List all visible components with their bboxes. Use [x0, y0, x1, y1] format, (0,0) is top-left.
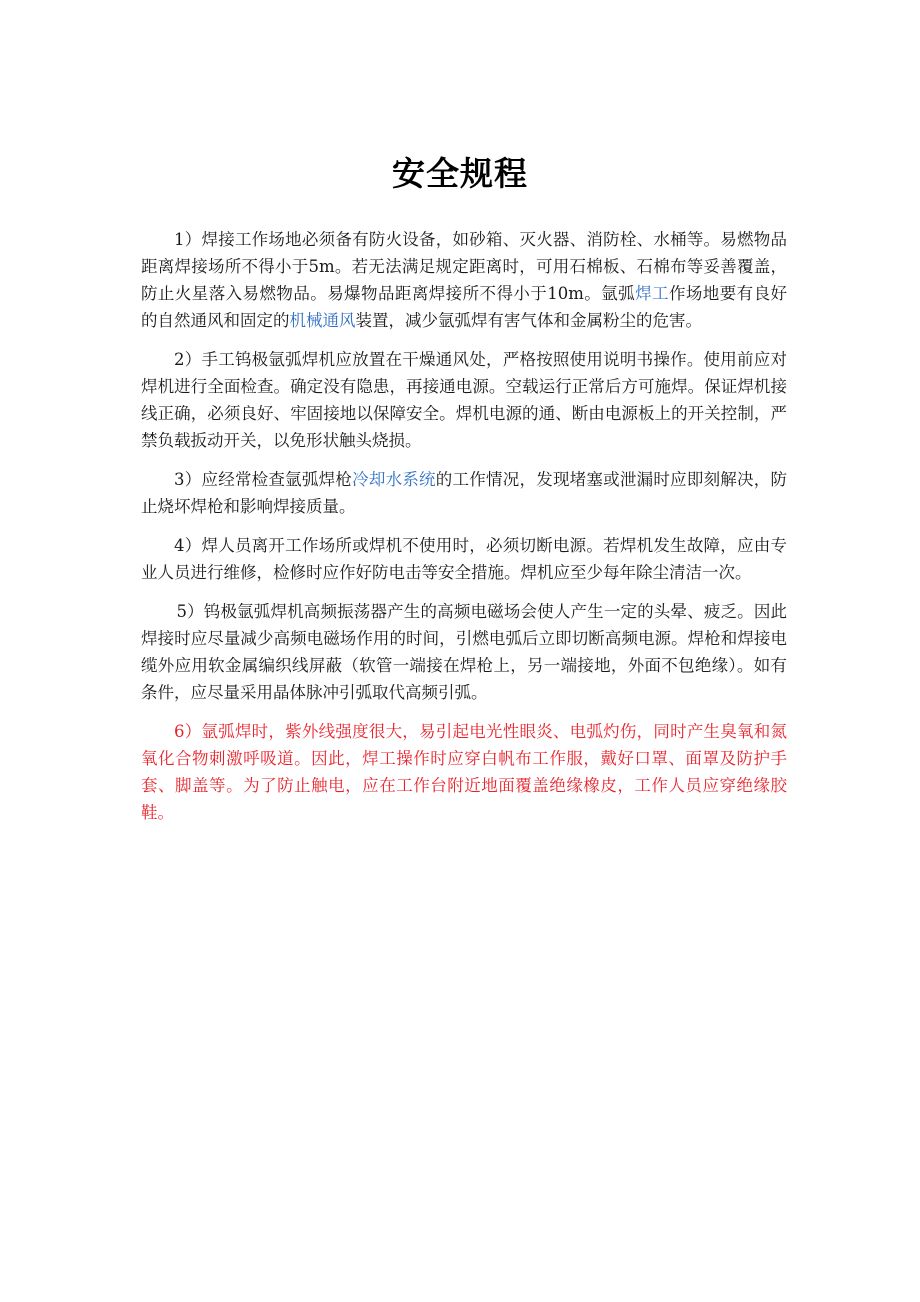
- document-body: [141, 226, 787, 838]
- page-title: 安全规程: [392, 154, 528, 193]
- paragraph-1-text-a: 1）焊接工作场地必须备有防火设备，如砂箱、灭火器、消防栓、水桶等。易燃物品距离焊接场所不得小于5m。若无法满足规定距离时，可用石棉板、石棉布等妥善覆盖，防止火星落入易燃物品。易爆物品距离焊接所不得小于10m。氩弧: [141, 230, 787, 303]
- paragraph-3-text-a: 3）应经常检查氩弧焊枪: [174, 470, 353, 489]
- paragraph-1: [141, 226, 787, 334]
- paragraph-6-warning: [141, 718, 787, 826]
- link-welder[interactable]: 焊工: [635, 284, 669, 303]
- paragraph-4: [141, 532, 787, 586]
- link-mechanical-ventilation[interactable]: 机械通风: [289, 311, 356, 330]
- paragraph-2: [141, 346, 787, 454]
- paragraph-5: [141, 598, 787, 706]
- paragraph-3: [141, 466, 787, 520]
- paragraph-3-text-b: 的工作情况，发现堵塞或泄漏时应即刻解决，防止烧坏焊枪和影响焊接质量。: [141, 470, 788, 516]
- paragraph-1-text-c: 装置，减少氩弧焊有害气体和金属粉尘的危害。: [355, 311, 702, 330]
- paragraph-6-text: 6）氩弧焊时，紫外线强度很大，易引起电光性眼炎、电弧灼伤，同时产生臭氧和氮氧化合物刺激呼吸道。因此，焊工操作时应穿白帆布工作服，戴好口罩、面罩及防护手套、脚盖等。为了防止触电，应在工作台附近地面覆盖绝缘橡皮，工作人员应穿绝缘胶鞋。: [141, 722, 787, 822]
- paragraph-1-text-b: 作场地要有良好的自然通风和固定的: [141, 284, 787, 330]
- link-cooling-water-system[interactable]: 冷却水系统: [352, 470, 436, 489]
- paragraph-2-text: 2）手工钨极氩弧焊机应放置在干燥通风处，严格按照使用说明书操作。使用前应对焊机进行全面检查。确定没有隐患，再接通电源。空载运行正常后方可施焊。保证焊机接线正确，必须良好、牢固接地以保障安全。焊机电源的通、断由电源板上的开关控制，严禁负载扳动开关，以免形状触头烧损。: [141, 350, 787, 450]
- paragraph-4-text: 4）焊人员离开工作场所或焊机不使用时，必须切断电源。若焊机发生故障，应由专业人员进行维修，检修时应作好防电击等安全措施。焊机应至少每年除尘清洁一次。: [141, 536, 787, 582]
- paragraph-5-text: 5）钨极氩弧焊机高频振荡器产生的高频电磁场会使人产生一定的头晕、疲乏。因此焊接时应尽量减少高频电磁场作用的时间，引燃电弧后立即切断高频电源。焊枪和焊接电缆外应用软金属编织线屏蔽（软管一端接在焊枪上，另一端接地，外面不包绝缘）。如有条件，应尽量采用晶体脉冲引弧取代高频引弧。: [141, 602, 787, 702]
